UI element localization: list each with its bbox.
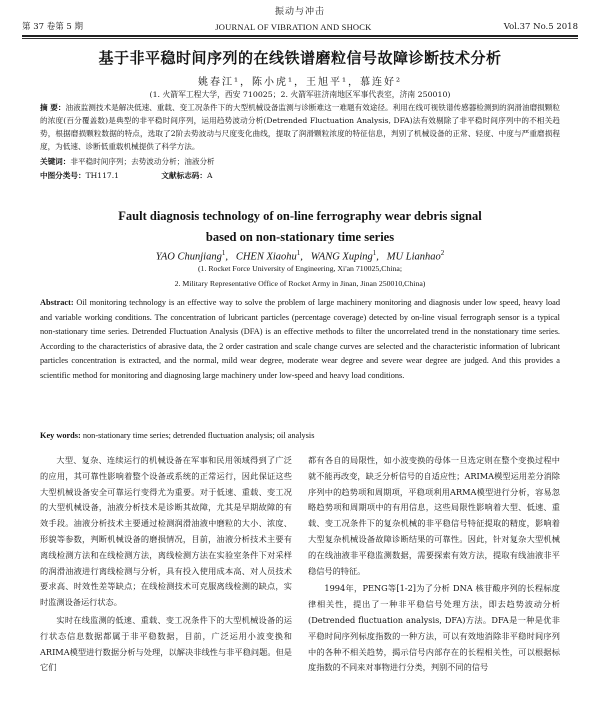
abstract-text-en: Oil monitoring technology is an effective way to solve the problem of large machinery monitoring and diagnosis under low speed, heavy load and variable working conditions. The concentration of lubricant particles (percentage coverage) detected by on-line visual ferrograph sensor is a typical non-stationary time series. Detrended Fluctuation Analysis (DFA) is an effective methods to filter the uncorrelated trend in the nonstationary time series. According to the characteristics of abrasive data, the 2 order castration and scale change curves are selected and the characteristic information of lubricant particles concentration is extracted, and the normal, mild wear degree, moderate wear degree and severe wear degree are judged. And this provides a scientific method for monitoring and diagnosing large machinery under low-speed and heavy load conditions. xyxy=(40,298,560,380)
author-2: CHEN Xiaohu xyxy=(235,251,297,263)
header-rule-thin xyxy=(22,38,578,39)
body-paragraph: 都有各自的局限性，如小波变换的母体一旦选定则在整个变换过程中就不能再改变，缺乏分析信号的自适应性；ARIMA模型运用差分消除序列中的趋势项和周期项，平稳项利用ARMA模型进行分析，容易忽略趋势项和周期项中的有用信息，这些局限性影响着大型、低速、重载、变工况条件下的复杂机械的非平稳信号特征提取的精度，影响着大型复杂机械设备故障诊断结果的可靠性。因此，针对复杂大型机械的在线油液非平稳监测数据，需要探索有效方法，提取有线油液非平稳信号的特征。 xyxy=(308,455,560,576)
keywords-text-cn: 非平稳时间序列；去势波动分析；油液分析 xyxy=(70,157,215,166)
author-1: YAO Chunjiang xyxy=(155,251,222,263)
paper-title-en xyxy=(0,206,600,248)
paper-title-cn: 基于非平稳时间序列的在线铁谱磨粒信号故障诊断技术分析 xyxy=(98,49,502,67)
class-number: 中图分类号：TH117.1 xyxy=(40,171,119,180)
issue-label-en: Vol.37 No.5 2018 xyxy=(503,22,578,32)
issue-label-cn: 第 37 卷第 5 期 xyxy=(22,22,84,32)
abstract-label-en: Abstract: xyxy=(40,298,74,307)
journal-name-en: JOURNAL OF VIBRATION AND SHOCK xyxy=(215,22,372,32)
running-header xyxy=(22,18,578,32)
affiliation-en-1: (1. Rocket Force University of Engineering, Xi'an 710025,China; xyxy=(197,264,403,273)
body-column-right xyxy=(308,453,560,678)
abstract-en xyxy=(40,296,560,383)
affiliation-cn: (1. 火箭军工程大学，西安 710025；2. 火箭军驻济南地区军事代表室，济南 250010) xyxy=(149,90,451,99)
keywords-cn xyxy=(40,156,560,167)
keywords-text-en: non-stationary time series; detrended fluctuation analysis; oil analysis xyxy=(82,431,315,440)
document-code: 文献标志码：A xyxy=(161,171,213,180)
author-3: WANG Xuping xyxy=(310,251,373,263)
body-paragraph: 1994年，PENG等[1-2]为了分析 DNA 核苷酸序列的长程标度律相关性，提出了一种非平稳信号处理方法，即去趋势波动分析(Detrended fluctuation analysis, DFA)方法。DFA是一种是优非平稳时间序列标度指数的一种方法，可以有效地消除非平稳时间序列中的各种不相关趋势，揭示信号内部存在的长程相关性，可以根据标度指数的不同来对事物进行分类，判别不同的信号 xyxy=(308,583,560,673)
authors-cn: 姚春江¹，陈小虎¹，王旭平¹，慕连好² xyxy=(197,77,403,88)
abstract-cn xyxy=(40,101,560,153)
keywords-label-cn: 关键词： xyxy=(40,157,71,166)
paper-title-en-line2: based on non-stationary time series xyxy=(205,230,395,244)
authors-en: YAO Chunjiang$^1$, CHEN Xiaohu$^1$, WANG Xuping$^1$, MU Lianhao$^2$ xyxy=(155,249,445,263)
journal-name-cn: 振动与冲击 xyxy=(274,7,325,17)
affiliation-en-2: 2. Military Representative Office of Rocket Army in Jinan, Jinan 250010,China) xyxy=(174,279,426,288)
body-paragraph: 实时在线监测的低速、重载、变工况条件下的大型机械设备的运行状态信息数据都属于非平稳数据，目前，广泛运用小波变换和ARIMA模型进行数据分析与处理，以解决非线性与非平稳问题。但是它们 xyxy=(40,614,292,673)
abstract-text-cn: 油液监测技术是解决低速、重载、变工况条件下的大型机械设备监测与诊断难这一难题有效途径。利用在线可视铁谱传感器检测到的润滑油磨损颗粒的浓度(百分覆盖数)是典型的非平稳时间序列，运用趋势波动分析(Detrended Fluctuation Analysis, DFA)法有效剔除了非平稳时间序列中的不相关趋势，根据磨损颗粒数据的特点，选取了2阶去势波动与尺度变化曲线，提取了润滑颗粒浓度的特征信息，判别了机械设备的正常、轻度、中度与严重磨损程度，为低速、诊断低重载机械提供了科学方法。 xyxy=(40,103,560,151)
classification-row xyxy=(40,170,560,181)
paper-title-en-line1: Fault diagnosis technology of on-line ferrography wear debris signal xyxy=(118,209,482,223)
header-rule-thick xyxy=(22,35,578,37)
body-column-left xyxy=(40,453,292,678)
keywords-label-en: Key words: xyxy=(40,431,81,440)
abstract-label-cn: 摘 要： xyxy=(40,103,66,112)
body-paragraph: 大型、复杂、连续运行的机械设备在军事和民用领域得到了广泛的应用，其可靠性影响着整个设备或系统的正常运行，因此保证这些大型机械设备安全可靠运行变得尤为重要。对于低速、重载、变工况的大型机械设备，油液分析技术是诊断其故障，尤其是早期故障的有效手段。油液分析技术主要通过检测润滑油液中磨粒的大小、浓度、形貌等参数，判断机械设备的磨损情况，目前，油液分析技术主要有离线检测方法和在线检测方法，离线检测方法在实验室条件下对采样的润滑油液进行离线检测与分析，具有投入使用成本高、对人员技术要求高、时效性差等缺点；在线检测技术可克服离线检测的缺点，实时监测设备运行状态。 xyxy=(40,455,292,608)
author-4: MU Lianhao xyxy=(386,251,441,263)
keywords-en xyxy=(40,431,560,440)
